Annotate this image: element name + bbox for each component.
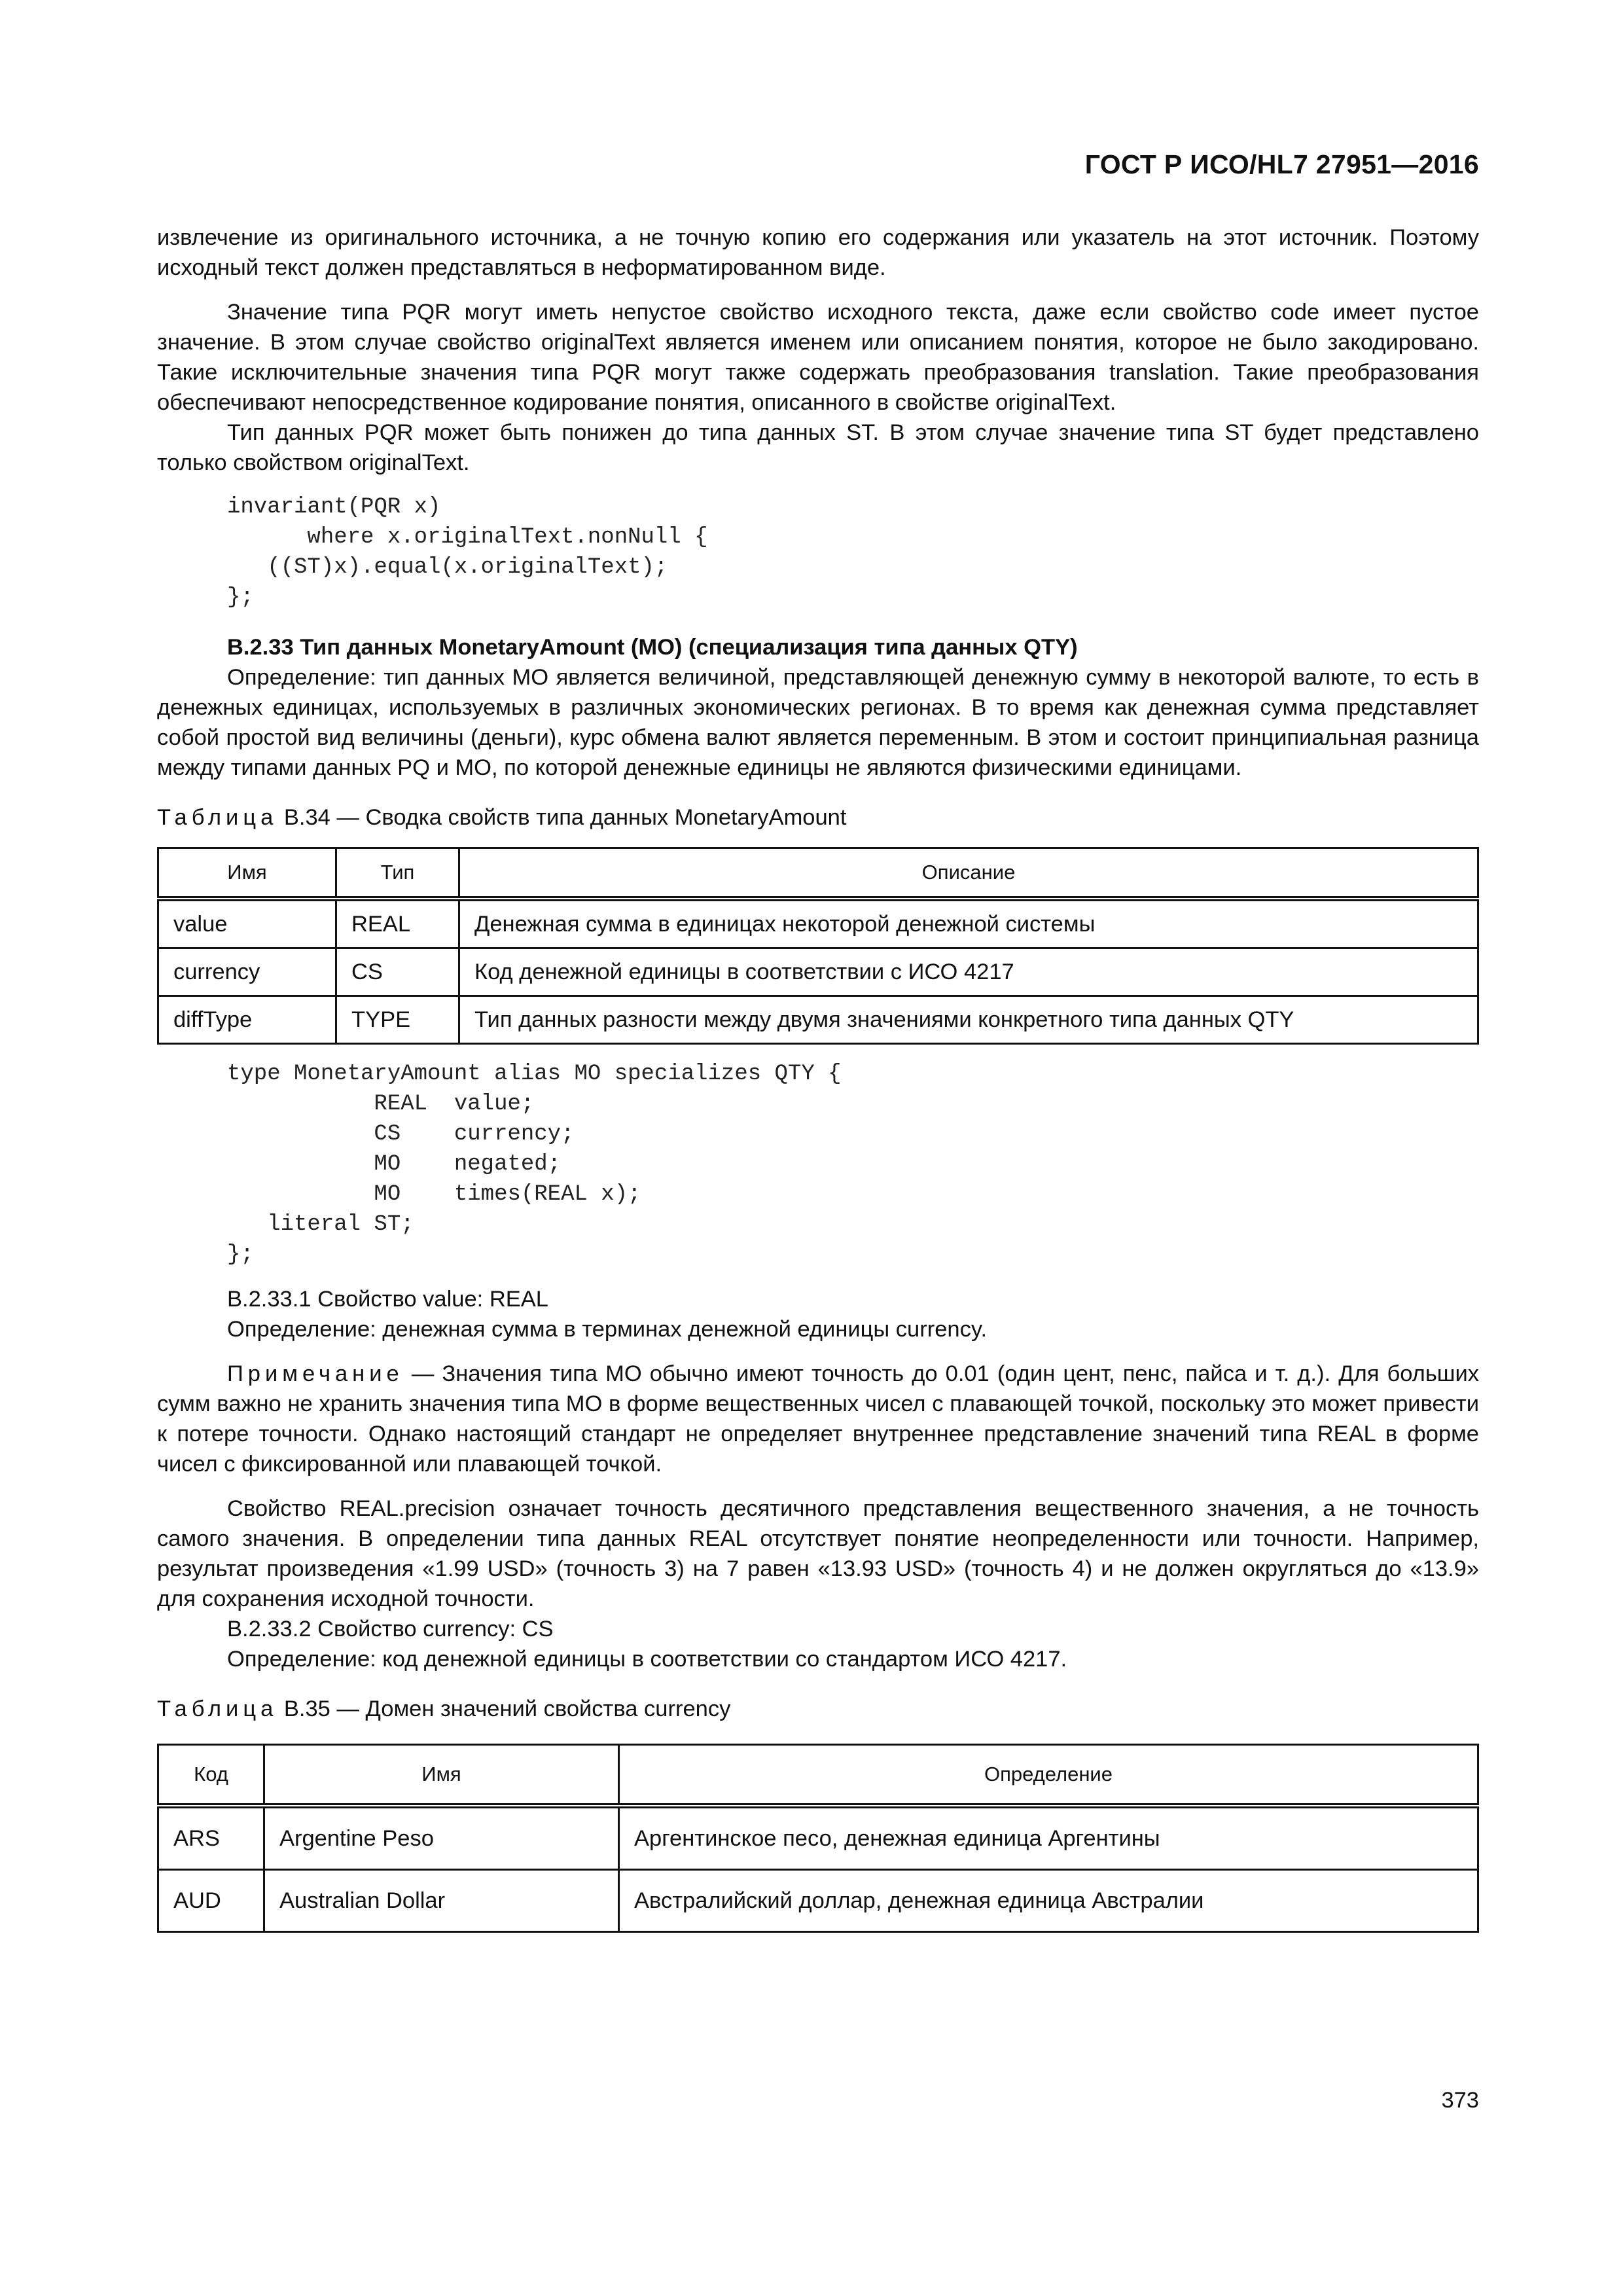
table-cell: CS (336, 948, 459, 996)
paragraph: Определение: код денежной единицы в соответствии со стандартом ИСО 4217. (227, 1647, 1067, 1672)
paragraph: Определение: тип данных MO является величиной, представляющей денежную сумму в некоторой валюте, то есть в денежных единицах, используемых в различных экономических регионах. В то время как денежная сумма представляет собой простой вид величины (деньги), курс обмена валют является переменным. В этом и состоит принципиальная разница между типами данных PQ и MO, по которой денежные единицы не являются физическими единицами. (157, 665, 1479, 780)
column-header: Имя (158, 848, 336, 899)
table-properties (157, 847, 1479, 1045)
caption-text: B.35 — Домен значений свойства currency (277, 1696, 731, 1721)
table-cell: Код денежной единицы в соответствии с ИСО 4217 (459, 948, 1478, 996)
table-caption (157, 1694, 1479, 1724)
table-cell: Argentine Peso (264, 1806, 619, 1870)
paragraph: Определение: денежная сумма в терминах денежной единицы currency. (227, 1317, 988, 1342)
table-cell: diffType (158, 996, 336, 1044)
table-cell: value (158, 899, 336, 948)
column-header: Определение (619, 1745, 1478, 1806)
caption-text: B.34 — Сводка свойств типа данных MonetaryAmount (277, 805, 847, 830)
column-header: Код (158, 1745, 264, 1806)
document-header: ГОСТ Р ИСО/HL7 27951—2016 (1084, 149, 1479, 179)
table-row (158, 899, 1478, 948)
caption-label: Таблица (157, 805, 278, 830)
table-header-row (158, 848, 1478, 899)
page-number: 373 (1441, 2088, 1479, 2113)
table-cell: Australian Dollar (264, 1870, 619, 1932)
subsection-title: B.2.33.1 Свойство value: REAL (227, 1287, 548, 1312)
table-cell: currency (158, 948, 336, 996)
column-header: Имя (264, 1745, 619, 1806)
table-row (158, 948, 1478, 996)
column-header: Тип (336, 848, 459, 899)
table-header-row (158, 1745, 1478, 1806)
paragraph: извлечение из оригинального источника, а не точную копию его содержания или указатель на этот источник. Поэтому исходный текст должен представляться в неформатированном виде. (157, 225, 1479, 280)
paragraph: Значение типа PQR могут иметь непустое свойство исходного текста, даже если свойство code имеет пустое значение. В этом случае свойство originalText является именем или описанием понятия, которое не было закодировано. Такие исключительные значения типа PQR могут также содержать преобразования translation. Такие преобразования обеспечивают непосредственное кодирование понятия, описанного в свойстве originalText. (157, 300, 1479, 415)
note-label: Примечание (227, 1361, 404, 1386)
document-body (157, 223, 1479, 1933)
section-title: B.2.33 Тип данных MonetaryAmount (MO) (специализация типа данных QTY) (227, 635, 1078, 660)
table-row (158, 1870, 1478, 1932)
subsection-title: B.2.33.2 Свойство currency: CS (227, 1617, 554, 1641)
table-cell: Аргентинское песо, денежная единица Аргентины (619, 1806, 1478, 1870)
table-cell: ARS (158, 1806, 264, 1870)
table-cell: Денежная сумма в единицах некоторой денежной системы (459, 899, 1478, 948)
paragraph: Свойство REAL.precision означает точность десятичного представления вещественного значения, а не точность самого значения. В определении типа данных REAL отсутствует понятие неопределенности или точности. Например, результат произведения «1.99 USD» (точность 3) на 7 равен «13.93 USD» (точность 4) и не должен округляться до «13.9» для сохранения исходной точности. (157, 1496, 1479, 1611)
code-block-invariant: invariant(PQR x) where x.originalText.nonNull { ((ST)x).equal(x.originalText); }; (227, 495, 708, 610)
column-header: Описание (459, 848, 1478, 899)
table-cell: TYPE (336, 996, 459, 1044)
code-block-type-definition: type MonetaryAmount alias MO specializes QTY { REAL value; CS currency; MO negated; MO times(REAL x); literal ST; }; (227, 1062, 842, 1267)
table-cell: Тип данных разности между двумя значениями конкретного типа данных QTY (459, 996, 1478, 1044)
caption-label: Таблица (157, 1696, 278, 1721)
table-cell: REAL (336, 899, 459, 948)
paragraph: Тип данных PQR может быть понижен до типа данных ST. В этом случае значение типа ST будет представлено только свойством originalText. (157, 420, 1479, 475)
table-row (158, 996, 1478, 1044)
note (157, 1359, 1479, 1479)
table-cell: Австралийский доллар, денежная единица Австралии (619, 1870, 1478, 1932)
table-currency-domain (157, 1744, 1479, 1933)
table-cell: AUD (158, 1870, 264, 1932)
note-text: — Значения типа MO обычно имеют точность до 0.01 (один цент, пенс, пайса и т. д.). Для больших сумм важно не хранить значения типа MO в форме вещественных чисел с плавающей точкой, поскольку это может привести к потере точности. Однако настоящий стандарт не определяет внутреннее представление значений типа REAL в форме чисел с фиксированной или плавающей точкой. (157, 1361, 1479, 1477)
table-caption (157, 802, 1479, 833)
table-row (158, 1806, 1478, 1870)
